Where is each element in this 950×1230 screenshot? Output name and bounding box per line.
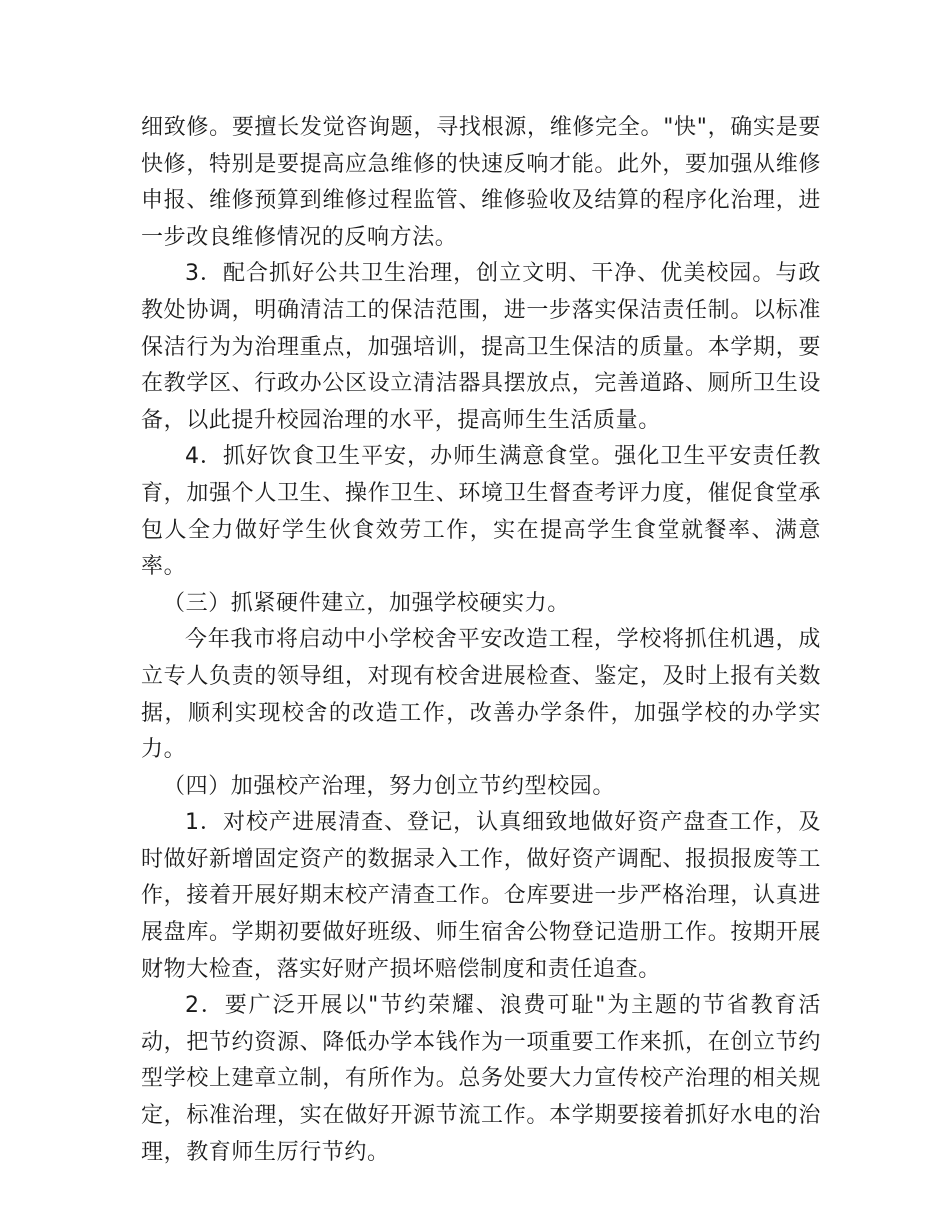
paragraph-item-1-asset-inventory: 1．对校产进展清查、登记，认真细致地做好资产盘查工作，及时做好新增固定资产的数据录入工作，做好资产调配、报损报废等工作，接着开展好期末校产清查工作。仓库要进一步严格治理，认真进展盘库。学期初要做好班级、师生宿舍公物登记造册工作。按期开展财物大检查，落实好财产损坏赔偿制度和责任追查。	[141, 810, 821, 982]
paragraph-item-4-canteen: 4．抓好饮食卫生平安，办师生满意食堂。强化卫生平安责任教育，加强个人卫生、操作卫生、环境卫生督查考评力度，催促食堂承包人全力做好学生伙食效劳工作，实在提高学生食堂就餐率、满意率。	[141, 444, 821, 580]
paragraph-item-3-hygiene: 3．配合抓好公共卫生治理，创立文明、干净、优美校园。与政教处协调，明确清洁工的保洁范围，进一步落实保洁责任制。以标准保洁行为为治理重点，加强培训，提高卫生保洁的质量。本学期，要在教学区、行政办公区设立清洁器具摆放点，完善道路、厕所卫生设备，以此提升校园治理的水平，提高师生生活质量。	[141, 261, 821, 433]
section-heading-assets: （四）加强校产治理，努力创立节约型校园。	[163, 773, 616, 799]
document-body	[141, 110, 821, 1171]
paragraph-repair-continuation: 细致修。要擅长发觉咨询题，寻找根源，维修完全。"快"，确实是要快修，特别是要提高应急维修的快速反响才能。此外，要加强从维修申报、维修预算到维修过程监管、维修验收及结算的程序化治理，进一步改良维修情况的反响方法。	[141, 115, 821, 250]
section-heading-hardware: （三）抓紧硬件建立，加强学校硬实力。	[163, 590, 570, 616]
paragraph-item-2-saving-education: 2．要广泛开展以"节约荣耀、浪费可耻"为主题的节省教育活动，把节约资源、降低办学本钱作为一项重要工作来抓，在创立节约型学校上建章立制，有所作为。总务处要大力宣传校产治理的相关规定，标准治理，实在做好开源节流工作。本学期要接着抓好水电的治理，教育师生厉行节约。	[141, 993, 821, 1165]
paragraph-hardware-renovation: 今年我市将启动中小学校舍平安改造工程，学校将抓住机遇，成立专人负责的领导组，对现有校舍进展检查、鉴定，及时上报有关数据，顺利实现校舍的改造工作，改善办学条件，加强学校的办学实力。	[141, 627, 821, 763]
